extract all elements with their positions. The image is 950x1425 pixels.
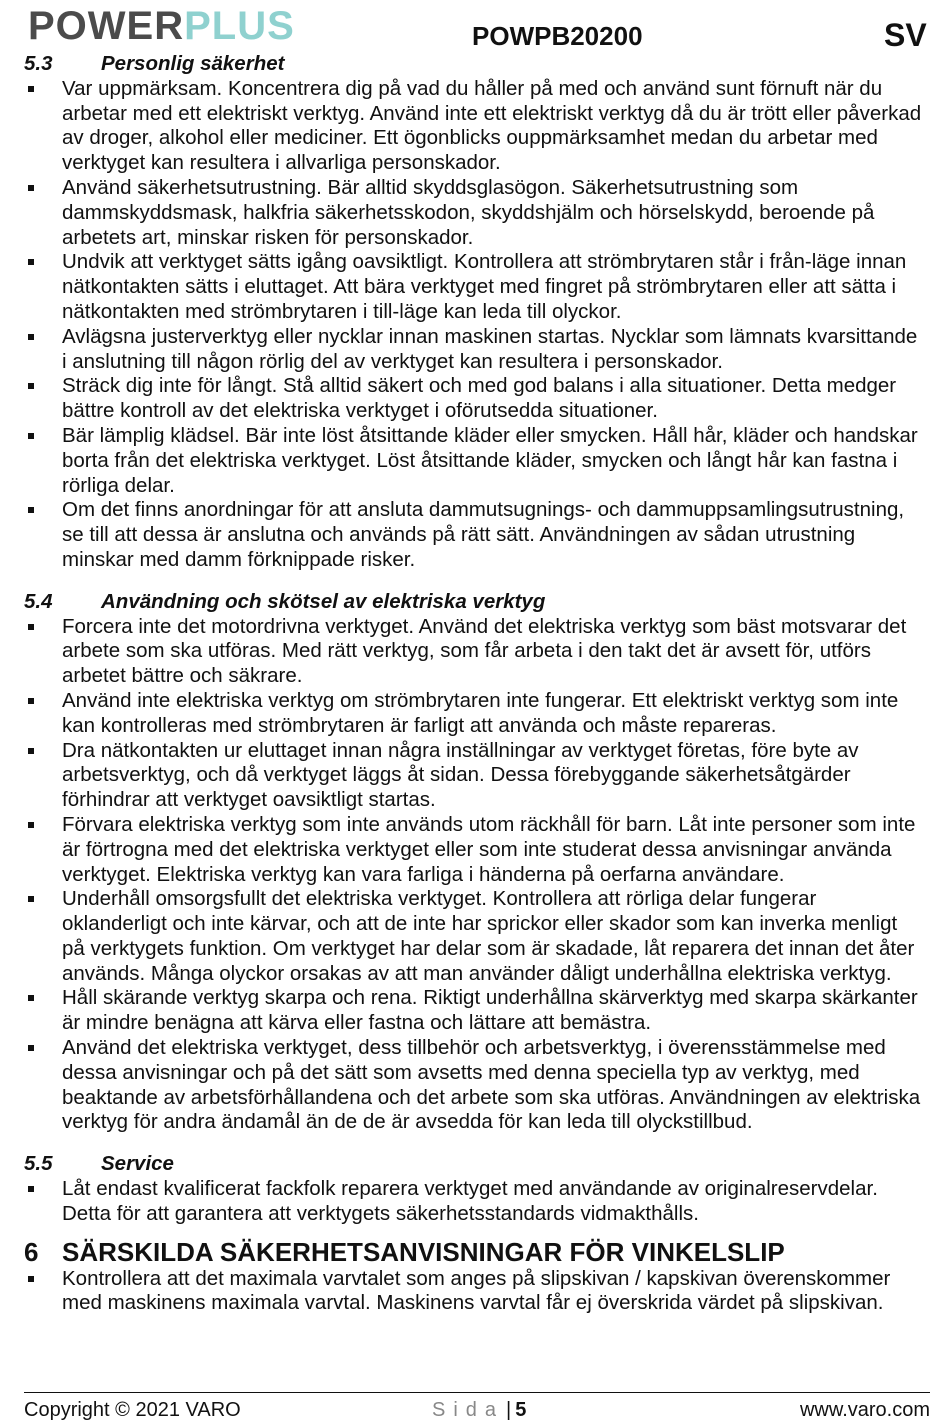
list-item-text: Låt endast kvalificerat fackfolk reparera verktyget med användande av originalreservdelar. Detta för att garantera att verktygets säkerhetsstandards vidmakthålls. [62, 1177, 878, 1225]
bullet-icon [28, 822, 34, 828]
bullet-icon [28, 334, 34, 340]
bullet-icon [28, 86, 34, 92]
list-item [24, 374, 924, 424]
section-title: Användning och skötsel av elektriska verktyg [101, 589, 546, 613]
bullet-icon [28, 896, 34, 902]
list-item [24, 77, 924, 176]
section-number: 5.5 [24, 1152, 53, 1176]
copyright-text: Copyright © 2021 VARO [24, 1399, 241, 1421]
language-code: SV [884, 17, 927, 53]
list-item [24, 1267, 924, 1317]
list-item [24, 424, 924, 498]
list-item [24, 689, 924, 739]
list-item [24, 739, 924, 813]
list-item-text: Om det finns anordningar för att ansluta dammutsugnings- och dammuppsamlingsutrustning, se till att dessa är anslutna och används på rätt sätt. Användningen av sådan utrustning minskar med damm förknippade risker. [62, 498, 905, 571]
chapter-title: SÄRSKILDA SÄKERHETSANVISNINGAR FÖR VINKELSLIP [62, 1236, 785, 1267]
model-number: POWPB20200 [472, 21, 643, 51]
bullet-icon [28, 433, 34, 439]
bullet-icon [28, 185, 34, 191]
page-indicator [432, 1399, 526, 1422]
chapter-heading-6 [24, 1237, 924, 1267]
section-number: 5.4 [24, 589, 53, 613]
list-item-text: Bär lämplig klädsel. Bär inte löst åtsittande kläder eller smycken. Håll hår, kläder och handskar borta från det elektriska verktyget. Löst åtsittande kläder, smycken och långt hår kan fastna i rörliga delar. [62, 423, 918, 497]
list-item-text: Var uppmärksam. Koncentrera dig på vad du håller på med och använd sunt förnuft när du arbetar med ett elektriskt verktyg. Använd inte ett elektriskt verktyg då du är trött eller påverkad av droger, alkohol eller mediciner. Ett ögonblicks ouppmärksamhet medan du arbetar med verktyget kan resultera i allvarliga personskador. [62, 76, 922, 175]
list-item [24, 498, 924, 572]
bullet-list-5-3 [24, 77, 924, 573]
list-item [24, 615, 924, 689]
list-item [24, 887, 924, 986]
document-body [24, 52, 924, 1316]
list-item [24, 325, 924, 375]
list-item-text: Undvik att verktyget sätts igång oavsiktligt. Kontrollera att strömbrytaren står i från-läge innan nätkontakten sätts i eluttaget. Att bära verktyget med fingret på strömbrytaren eller att sätta i nätkontakten med strömbrytaren i till-läge kan leda till olyckor. [62, 250, 907, 323]
list-item [24, 176, 924, 250]
page-word: Sida [432, 1399, 505, 1421]
list-item [24, 813, 924, 887]
logo-part-power: POWER [28, 4, 185, 48]
page-footer [24, 1392, 930, 1425]
list-item-text: Dra nätkontakten ur eluttaget innan några inställningar av verktyget företas, före byte av arbetsverktyg, och då verktyget läggs åt sidan. Dessa förebyggande säkerhetsåtgärder förhindrar att verktyget oavsiktligt startas. [62, 738, 859, 812]
list-item-text: Sträck dig inte för långt. Stå alltid säkert och med god balans i alla situationer. Detta medger bättre kontroll av det elektriska verktyget i oförutsedda situationer. [62, 374, 897, 423]
bullet-icon [28, 1045, 34, 1051]
bullet-icon [28, 748, 34, 754]
section-title: Personlig säkerhet [101, 52, 285, 75]
list-item-text: Använd det elektriska verktyget, dess tillbehör och arbetsverktyg, i överensstämmelse med dessa anvisningar och på det sätt som avsetts med denna speciella typ av verktyg, med beaktande av arbetsförhållandena och det arbete som ska utföras. Användningen av elektriska verktyg för andra ändamål än de de är avsedda för kan leda till olyckstillbud. [62, 1036, 921, 1134]
list-item [24, 1036, 924, 1135]
bullet-icon [28, 1276, 34, 1282]
website-url: www.varo.com [799, 1399, 930, 1421]
section-number: 5.3 [24, 52, 53, 75]
list-item-text: Använd inte elektriska verktyg om strömbrytaren inte fungerar. Ett elektriskt verktyg som inte kan kontrolleras med strömbrytaren är farligt att använda och måste repareras. [62, 688, 899, 737]
list-item-text: Avlägsna justerverktyg eller nycklar innan maskinen startas. Nycklar som lämnats kvarsittande i anslutning till någon rörlig del av verktyget kan resultera i personskador. [62, 324, 918, 373]
page-header [0, 0, 950, 56]
chapter-number: 6 [24, 1236, 39, 1267]
bullet-icon [28, 383, 34, 389]
bullet-icon [28, 698, 34, 704]
section-title: Service [101, 1152, 174, 1176]
list-item-text: Underhåll omsorgsfullt det elektriska verktyget. Kontrollera att rörliga delar fungerar oklanderligt och inte kärvar, och att de inte har sprickor eller skador som kan inverka menligt på verktygets funktion. Om verktyget har delar som är skadade, låt reparera det innan det åter används. Många olyckor orsakas av att man använder dåligt underhållna elektriska verktyg. [62, 887, 915, 985]
brand-logo [28, 6, 295, 46]
list-item-text: Kontrollera att det maximala varvtalet som anges på slipskivan / kapskivan överenskommer med maskinens maximala varvtal. Maskinens varvtal får ej överskrida värdet på slipskivan. [62, 1266, 891, 1315]
bullet-icon [28, 259, 34, 265]
section-heading-5-4 [24, 590, 924, 615]
list-item-text: Förvara elektriska verktyg som inte används utom räckhåll för barn. Låt inte personer som inte är förtrogna med det elektriska verktyget eller som inte studerat dessa anvisningar använda verktyget. Elektriska verktyg kan vara farliga i händerna på oerfarna användare. [62, 812, 916, 886]
section-heading-5-5 [24, 1152, 924, 1177]
section-heading-5-3 [24, 52, 924, 77]
bullet-icon [28, 995, 34, 1001]
list-item [24, 1177, 924, 1227]
bullet-icon [28, 1186, 34, 1192]
logo-part-plus: PLUS [184, 4, 295, 48]
bullet-icon [28, 507, 34, 513]
list-item-text: Forcera inte det motordrivna verktyget. Använd det elektriska verktyg som bäst motsvarar det arbete som ska utföras. Med rätt verktyg, som får arbeta i den takt det är avsett för, utförs arbetet bättre och säkrare. [62, 614, 907, 688]
list-item-text: Använd säkerhetsutrustning. Bär alltid skyddsglasögon. Säkerhetsutrustning som dammskyddsmask, halkfria säkerhetsskodon, skyddshjälm och hörselskydd, beroende på arbetets art, minskar risken för personskador. [62, 175, 875, 249]
bullet-list-5-5 [24, 1177, 924, 1227]
bullet-list-6 [24, 1267, 924, 1317]
page-number: 5 [515, 1399, 527, 1421]
list-item-text: Håll skärande verktyg skarpa och rena. Riktigt underhållna skärverktyg med skarpa skärkanter är mindre benägna att kärva eller fastna och lättare att bemästra. [62, 986, 918, 1035]
bullet-list-5-4 [24, 615, 924, 1136]
list-item [24, 986, 924, 1036]
bullet-icon [28, 624, 34, 630]
list-item [24, 250, 924, 324]
page-separator: | [506, 1399, 512, 1421]
